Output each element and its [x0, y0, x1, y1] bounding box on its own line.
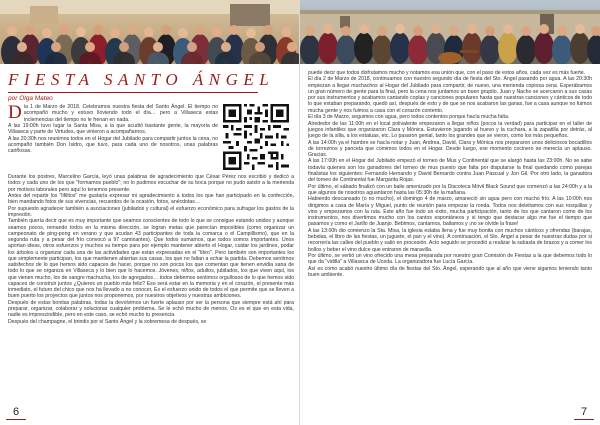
intro-section — [8, 104, 294, 172]
page-number-right: 7 — [574, 404, 594, 420]
intro-paragraph: A las 20:30h nos reunimos todos en el Hogar del Jubilado para compartir juntos la cena, no acompañó también Don Isidro, que tuvo, para cada uno de nosotros, unas palabras cariñosas. — [8, 135, 218, 155]
body-paragraph: A las 14:00h ya el hambre se hacía notar y Juan, Andrea, David, Clara y Mónica nos prepararon unos deliciosos bocadillos de torreznos y panceta que comimos todos en el Hogar. Desde luego, ese momento cocinero se merecía un aplauso. Gracias. — [308, 139, 592, 158]
body-paragraph: Así es como acabó nuestro último día de fiestas del Sto. Ángel, esperando que al año que viene sigamos teniendo tanto buen ambiente. — [308, 265, 592, 278]
group-photo-left-image — [0, 0, 300, 64]
drop-cap: D — [8, 102, 22, 123]
body-paragraph: A las 17:00h en el Hogar del Jubilado empezó el torneo de Mus y Continental que se alargó hasta las 23:00h. No se sabe todavía quienes son los ganadores del torneo de mus puesto que falta por disputarse la final quedando como parejas finalistas los siguientes: Fernando Hernando y David Bernardo contra Juan Pascual y Jon Gil. Por otro lado, la ganadora del torneo de Continental fue Margarita Rojas. — [308, 158, 592, 184]
article-header — [8, 70, 293, 102]
group-photo-left — [0, 0, 300, 64]
body-paragraph: Después del champagne, el brindis por el Santo Ángel y la sobremesa de después, se — [8, 318, 207, 325]
body-paragraph: El día 2 de Marzo de 2018, continuamos con nuestro segundo día de fiesta del Sto. Ángel pasando por agua. A las 20:30h empiezan a llegar muchachos al Hogar del Jubilado para compartir, de nuevo, una merienda copiosa cena. Esperábamos un gran número de gente para la final, pero la cena nos juntamos un buen grupito. Juan y Nacho se acercaron a sus casas por sus instrumentos y acabamos cantando coplas y canciones populares hasta que nuestras canciones y cánticos de todo lo que estaban preparando, quedó así, después de esto y de que se nos acabaron las ganas, fue a casa aunque no fuimos mucha gente y nos fuimos a casa con el corazón contento. — [308, 76, 592, 114]
body-paragraph: También quería decir que es muy importante que seamos conscientes de todo lo que se consigue estando unidos y aunque seamos pocos, remando todos en la misma dirección, se logran metas que parecían imposibles (como organizar un campeonato de ping-pong en verano y que acudan 43 participantes de toda la comarca o el Campillismo), que en la segunda ruta y a pesar del frío convocó a 97 caminantes). Que todos sumamos, que todos somos importantes. Unos aportan ideas, otros esfuerzos y muchos su tiempo para por ejemplo mantener abierto el Hogar, cuidar los jardines, podar los árboles u organizar cada una de las actividades que están expresadas en el "libro". Pero también son importantes los que simplemente participan, los que mantienen abiertas sus casas, los que no faltan a echar la partida. Debemos sentirnos satisfechos de lo que hemos sido capaces de hacer, porque no son pocos los que comentan que tienen envidia sana de todo lo que se organiza en Villaseca y lo bien que lo hacemos. Jóvenes, niños, adultos, jubilados, los que viven aquí, los que vienen mucho, los de sangre machucha, los de agregados… todos debemos sentirnos orgullosos de lo que hemos sido capaces de construir juntos ¿Quieres un pueblo más feliz? Eso será estar en la memoria y en el corazón, el presente más inmediato, el futuro del chico que nos ha llevado a no conocer, Es el esfuerzo unido de todos el que permite que se lleven a buen puerto los proyectos que juntos nos proponemos, por nuestros objetivos y nuestras ambiciones. — [8, 218, 294, 300]
group-photo-right-image — [300, 0, 600, 64]
body-paragraph: Por supuesto agradecer también a asociaciones (jubilados y cultural) el esfuerzo económico para sufragar los gastos de la impresión. — [8, 205, 294, 218]
article-body-left — [8, 174, 294, 402]
body-paragraph: Alrededor de las 11:00h en el local polivalente empezaron a llegar niños (pocos la verdad) para participar en el taller de juegos infantiles que organizaron Clara y Mónica. Estuvieron jugando al huevo y la cuchara, a la zapatilla por detrás, al juego de la silla, a los estatuas, etc. Lo pasaron genial, tanto los grandes que se vieron, como los más pequeños. — [308, 120, 592, 140]
qr-code-icon — [223, 104, 289, 170]
body-paragraph: Después de estas bonitas palabras, todas la devolvimos un fuerte aplauso por ser la persona que siempre está ahí para preparar, organizar, colaborar y solucionar cualquier problema. Se le echó mucho de menos. Os es el que en esta vida, nadie es imprescindible, pero en este caso, se echó mucho tu presencia. — [8, 299, 294, 319]
qr-code[interactable] — [223, 104, 289, 170]
body-paragraph: Por último, se vertió un vino ofrecido una mesa preparada por nuestro gran Comisión de Fiestas a la que debemos todo lo que da "vidilla" a Villaseca de Uceda. La organizadora fue Lucía García. — [308, 252, 592, 266]
body-paragraph: El día 3 de Marzo, seguimos con agua, pero todos contentos porque hacía mucha falta. — [308, 114, 510, 121]
article-body-right — [308, 70, 592, 406]
page-number-left: 6 — [6, 404, 26, 420]
article-byline: por Olga Mateo — [8, 95, 53, 102]
body-paragraph: Por último, el sábado finalizó con un baile amenizado por la Discoteca Móvil Black Sound que comenzó a las 24:00h y a la que algunos de nosotros aguantaron hasta las 05:30h de la mañana. — [308, 183, 592, 196]
right-page — [300, 0, 600, 425]
group-photo-right — [300, 0, 600, 64]
intro-paragraph: Día 1 de Marzo de 2018. Celebramos nuestra fiesta del Santo Ángel. El tiempo no acompañó mucho y estuvo lloviendo todo el día… pero a Villaseca estas inclemencias del tiempo no le frenan en nada. — [8, 102, 218, 123]
body-paragraph: puede decir que todos disfrutamos mucho y notamos esa unión que, con el paso de estos años, cada vez es más fuerte. — [308, 70, 586, 76]
body-paragraph: Durante los postres, Marcelino García, leyó unas palabras de agradecimiento que César Pérez nos escribió y dedicó a todos y cada uno de los que "formamos pueblo"; no lo pudimos escuchar de su boca porque no pudo asistir a la merienda por motivos laborales pero aquí lo tenemos presente. — [8, 174, 294, 193]
article-title: FIESTA SANTO ÁNGEL — [8, 70, 275, 89]
body-paragraph: Antes del repartir los "lifilitos" me gustaría expresar mi agradecimiento a todos los que han participado en la confección, bien mandando fotos de sus vivencias, recuerdos de la ocasión, fotos, anécdotas… — [8, 192, 294, 206]
body-paragraph: A las 13:00h dio comienzo la Sta. Misa, la iglesia estaba llena y fue muy bonita con muchos cánticos y ofrendas (barajas, bebidas, el libro de las fiestas, un juguete, el pan y el vino). A continuación, el Sto. Ángel a pesar de nuestras dudas por si recorrería las calles del pueblo y salió en procesión. Acto seguido se procedió a realizar la subasta de brazos y a comer los bollos y beber el vino dulce que entraron de maravilla. — [308, 227, 592, 253]
body-paragraph: Habiendo descansado (o no mucho), el domingo 4 de marzo, amaneció sin agua pero con mucho frío. A las 10:00h nos dirigimos a casa de María y Miguel, punto de reunión para empezar la ronda. Todos nos deleitamos con sus rosquillas y vino y empezamos con la ruta. Este año fue todo un éxito, mucha participación, tanto de los que cantaron como de los instrumentos, nos divertimos mucho con los cantos espontáneos y si tengo que destacar algo me fue el tiempo que pasamos y como el Jarillo de Juanjo. Bebimos, cantamos, bailamos y ¡no se olvide la frase! — [308, 196, 592, 228]
title-underline — [8, 92, 258, 93]
intro-text — [8, 104, 223, 172]
intro-paragraph: A las 19:00h tuvo lugar la Santa Misa, a la que acudió bastante gente, la mayoría de Villaseca y parte de Virtudes, que vinieron a acompañarnos. — [8, 122, 218, 136]
